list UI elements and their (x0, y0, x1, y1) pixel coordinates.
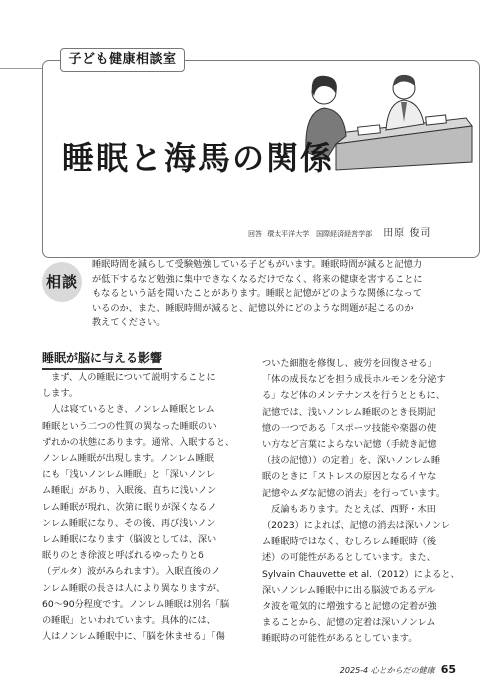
answerer-name: 田原 俊司 (383, 228, 432, 239)
question-line: 睡眠時間を減らして受験勉強している子どもがいます。睡眠時間が減ると記憶力 (92, 259, 423, 270)
article-heading: 睡眠が脳に与える影響 (42, 350, 162, 370)
body-line: 述）の可能性があるとしています。また、 (262, 552, 436, 564)
body-line: にも「浅いノンレム睡眠」と「深いノンレ (42, 469, 215, 481)
body-line: 憶の一つである「スポーツ技能や楽器の使 (262, 422, 437, 434)
answerer-label: 回答 (248, 230, 262, 238)
body-line: る」など体のメンテナンスを行うとともに、 (262, 390, 446, 402)
body-line: （技の記憶））の定着」を、深いノンレム睡 (262, 455, 441, 467)
body-line: ンレム睡眠の長さは人により異なりますが、 (42, 582, 226, 594)
article-left-column (42, 370, 244, 645)
body-line: ンレム睡眠になり、その後、再び浅いノン (42, 517, 216, 529)
question-text (92, 258, 472, 331)
answerer-affiliation: 環太平洋大学 国際経済経営学部 (267, 230, 373, 238)
body-line: まることから、記憶の定着は深いノンレム (262, 617, 436, 629)
body-line: レム睡眠になります（脳波としては、深い (42, 534, 217, 546)
body-line: い方など言葉によらない記憶（手続き記憶 (262, 439, 437, 451)
body-line: 60～90分程度です。ノンレム睡眠は別名「脳 (42, 598, 230, 610)
answerer-credit (248, 225, 431, 240)
page-title: 睡眠と海馬の関係 (62, 139, 335, 177)
body-line: 人はノンレム睡眠中に、「脳を休ませる」「傷 (42, 631, 225, 643)
body-line: Sylvain Chauvette et al.（2012）によると、 (262, 568, 460, 580)
body-line: 眠のときに「ストレスの原因となるイヤな (262, 471, 437, 483)
body-line: 眠りのとき徐波と呼ばれるゆったりとδ (42, 550, 204, 562)
body-line: ム睡眠」があり、入眠後、直ちに浅いノン (42, 485, 217, 497)
body-line: （デルタ）波がみられます）。入眠直後のノ (42, 566, 221, 578)
question-line: 教えてください。 (92, 317, 166, 329)
page-footer (340, 664, 456, 677)
body-line: の睡眠」といわれています。具体的には、 (42, 615, 216, 627)
body-line: レム睡眠が現れ、次第に眠りが深くなるノ (42, 501, 217, 513)
body-line: 人は寝ているとき、ノンレム睡眠とレム (42, 404, 215, 416)
body-line: 深いノンレム睡眠中に出る脳波であるデル (262, 584, 436, 596)
body-line: 睡眠時の可能性があるとしています。 (262, 633, 418, 645)
article-right-column (262, 356, 472, 648)
body-line: タ波を電気的に増強すると記憶の定着が強 (262, 601, 437, 613)
question-line: が低下するなど勉強に集中できなくなるだけでなく、将来の健康を害することに (92, 273, 423, 285)
issue-label: 2025-4 心とからだの健康 (339, 666, 435, 675)
consultation-badge: 相談 (42, 262, 82, 302)
body-line: 「体の成長などを担う成長ホルモンを分泌す (262, 374, 446, 386)
body-line: ついた細胞を修復し、疲労を回復させる」 (262, 358, 437, 369)
body-line: 記憶では、浅いノンレム睡眠のとき長期記 (262, 406, 436, 418)
body-line: 反論もあります。たとえば、西野・木田 (262, 503, 436, 515)
body-line: 睡眠という二つの性質の異なった睡眠のい (42, 420, 217, 432)
body-line: 記憶やムダな記憶の消去」を行っています。 (262, 487, 446, 499)
body-line: まず、人の睡眠について説明することに (42, 372, 216, 383)
body-line: します。 (42, 388, 79, 400)
body-line: （2023）によれば、記憶の消去は深いノンレ (262, 520, 451, 532)
section-label: 子ども健康相談室 (60, 48, 185, 72)
question-line: いるのか、また、睡眠時間が減ると、記憶以外にどのような問題が起こるのか (92, 302, 414, 314)
body-line: ム睡眠時ではなく、むしろレム睡眠時（後 (262, 536, 437, 548)
question-line: もなるという話を聞いたことがあります。睡眠と記憶がどのような関係になって (92, 288, 423, 300)
page-number: 65 (440, 663, 456, 676)
body-line: ノンレム睡眠が出現します。ノンレム睡眠 (42, 453, 214, 465)
body-line: ずれかの状態にあります。通常、入眠すると、 (42, 436, 235, 448)
